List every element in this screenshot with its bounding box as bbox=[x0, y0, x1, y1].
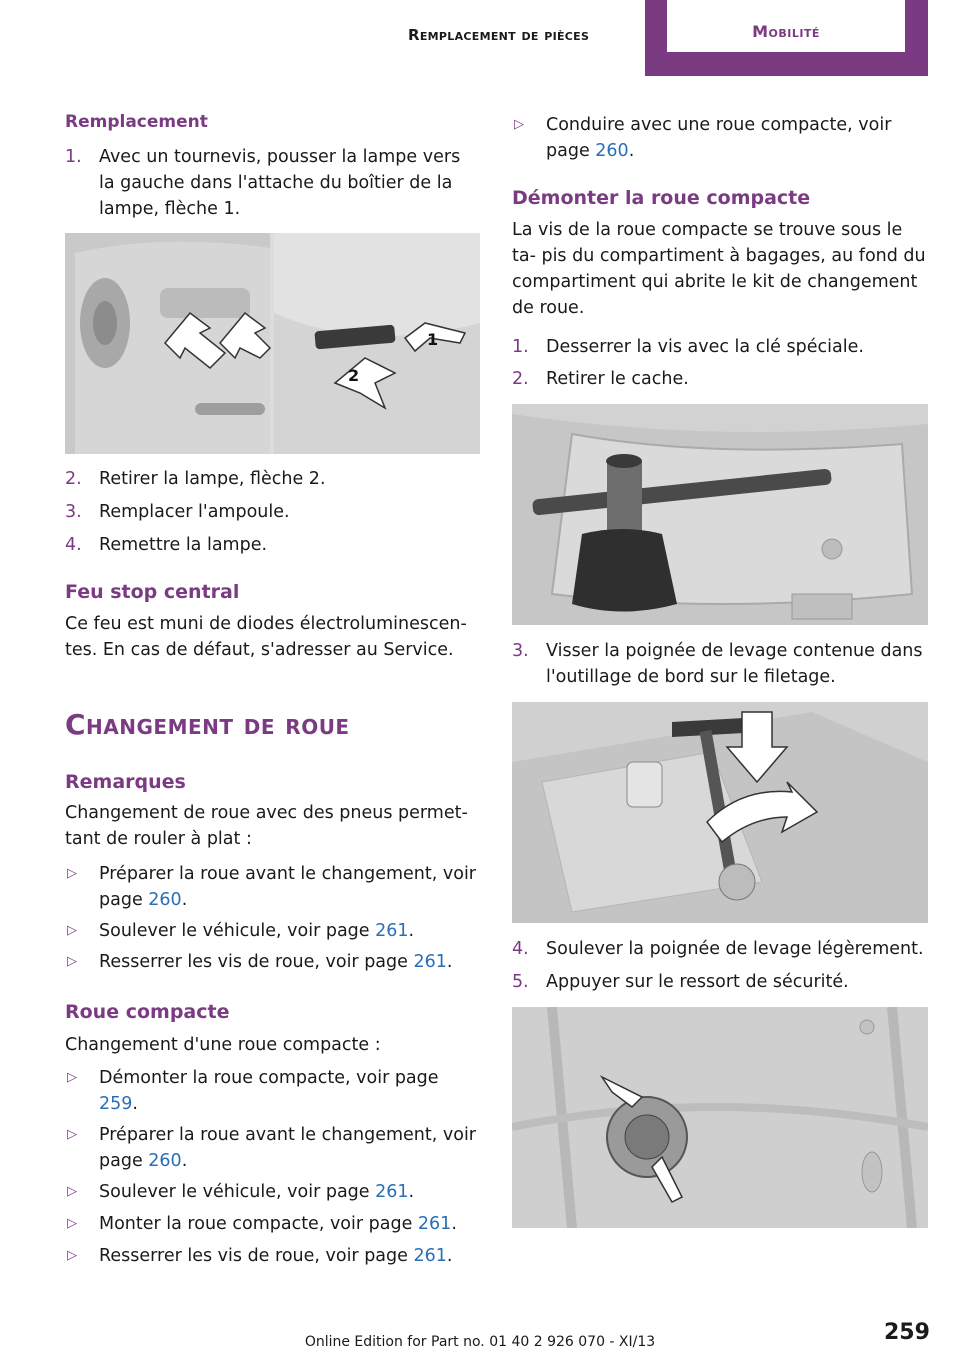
item-end: . bbox=[446, 952, 453, 972]
right-step-2 bbox=[512, 366, 928, 392]
step-text: Soulever la poignée de levage légèrement. bbox=[546, 939, 924, 959]
remarques-item bbox=[65, 861, 480, 913]
arrow-label-2: 2 bbox=[348, 366, 360, 385]
special-wrench-illustration bbox=[512, 404, 928, 625]
item-text: Resserrer les vis de roue, voir page bbox=[99, 952, 414, 972]
step-number: 4. bbox=[512, 939, 529, 959]
bullet-icon: ▷ bbox=[67, 1216, 77, 1231]
bullet-icon: ▷ bbox=[67, 954, 77, 969]
bullet-icon: ▷ bbox=[67, 1184, 77, 1199]
step-text: Desserrer la vis avec la clé spéciale. bbox=[546, 337, 864, 357]
page-link[interactable]: 261 bbox=[413, 1246, 447, 1266]
step-text: Appuyer sur le ressort de sécurité. bbox=[546, 972, 849, 992]
remarques-item bbox=[65, 918, 480, 944]
changement-de-roue-title: Changement de roue bbox=[65, 708, 350, 741]
item-text: Démonter la roue compacte, voir page bbox=[99, 1068, 439, 1088]
right-step-1 bbox=[512, 334, 928, 360]
roue-compacte-text: Changement d'une roue compacte : bbox=[65, 1035, 381, 1055]
chapter-tab-inner bbox=[667, 0, 905, 52]
footer-edition-text: Online Edition for Part no. 01 40 2 926 070 - XI/13 bbox=[304, 1334, 656, 1350]
item-end: . bbox=[181, 890, 188, 910]
item-text: Préparer la roue avant le changement, voir page bbox=[99, 1125, 477, 1171]
step-number: 2. bbox=[512, 369, 529, 389]
item-end: . bbox=[408, 1182, 415, 1202]
item-text: Resserrer les vis de roue, voir page bbox=[99, 1246, 414, 1266]
item-end: . bbox=[408, 921, 415, 941]
figure-special-wrench bbox=[512, 404, 928, 625]
page-link[interactable]: 259 bbox=[99, 1094, 133, 1114]
step-number: 3. bbox=[65, 502, 82, 522]
step-number: 1. bbox=[65, 147, 82, 167]
roue-item bbox=[65, 1065, 480, 1117]
safety-spring-illustration bbox=[512, 1007, 928, 1228]
feu-stop-title: Feu stop central bbox=[65, 581, 240, 603]
page-link[interactable]: 260 bbox=[595, 141, 629, 161]
page-link[interactable]: 260 bbox=[148, 1151, 182, 1171]
roue-item bbox=[65, 1179, 480, 1205]
roue-compacte-title: Roue compacte bbox=[65, 1001, 230, 1023]
step-number: 1. bbox=[512, 337, 529, 357]
right-item-0 bbox=[512, 112, 928, 164]
step-2 bbox=[65, 466, 480, 492]
demonter-text: La vis de la roue compacte se trouve sous le ta‐ pis du compartiment à bagages, au fond du compartiment qui abrite le kit de changement de roue. bbox=[512, 220, 926, 318]
step-3 bbox=[65, 499, 480, 525]
chapter-tab bbox=[645, 0, 928, 76]
chapter-tab-label: Mobilité bbox=[752, 22, 820, 41]
remarques-item bbox=[65, 949, 480, 975]
bullet-icon: ▷ bbox=[514, 117, 524, 132]
item-end: . bbox=[628, 141, 635, 161]
item-text: Préparer la roue avant le changement, voir page bbox=[99, 864, 477, 910]
page-number: 259 bbox=[884, 1320, 930, 1345]
remarques-text: Changement de roue avec des pneus permet‐ tant de rouler à plat : bbox=[65, 803, 468, 849]
item-end: . bbox=[181, 1151, 188, 1171]
item-text: Conduire avec une roue compacte, voir page bbox=[546, 115, 892, 161]
item-text: Soulever le véhicule, voir page bbox=[99, 921, 376, 941]
bullet-icon: ▷ bbox=[67, 1070, 77, 1085]
step-text: Remplacer l'ampoule. bbox=[99, 502, 290, 522]
step-text: Retirer la lampe, flèche 2. bbox=[99, 469, 326, 489]
step-number: 4. bbox=[65, 535, 82, 555]
remarques-title: Remarques bbox=[65, 771, 186, 793]
page-link[interactable]: 260 bbox=[148, 890, 182, 910]
bullet-icon: ▷ bbox=[67, 923, 77, 938]
rear-lamp-illustration bbox=[65, 233, 480, 454]
demonter-title: Démonter la roue compacte bbox=[512, 187, 811, 209]
figure-safety-spring bbox=[512, 1007, 928, 1228]
item-text: Monter la roue compacte, voir page bbox=[99, 1214, 418, 1234]
step-number: 3. bbox=[512, 641, 529, 661]
bullet-icon: ▷ bbox=[67, 1248, 77, 1263]
remplacement-title: Remplacement bbox=[65, 112, 208, 132]
roue-item bbox=[65, 1243, 480, 1269]
item-end: . bbox=[446, 1246, 453, 1266]
arrow-label-1: 1 bbox=[427, 330, 439, 349]
page-link[interactable]: 261 bbox=[417, 1214, 452, 1234]
figure-lift-handle bbox=[512, 702, 928, 923]
roue-item bbox=[65, 1122, 480, 1174]
page-link[interactable]: 261 bbox=[375, 1182, 409, 1202]
right-step-3 bbox=[512, 638, 928, 690]
figure-rear-lamp bbox=[65, 233, 480, 454]
step-1 bbox=[65, 144, 480, 222]
item-end: . bbox=[132, 1094, 138, 1114]
step-number: 2. bbox=[65, 469, 82, 489]
right-step-4 bbox=[512, 936, 928, 962]
step-text: Retirer le cache. bbox=[546, 369, 689, 389]
page-link[interactable]: 261 bbox=[413, 952, 447, 972]
bullet-icon: ▷ bbox=[67, 1127, 77, 1142]
feu-stop-text: Ce feu est muni de diodes électroluminescen‐ tes. En cas de défaut, s'adresser au Service. bbox=[65, 614, 467, 660]
lift-handle-illustration bbox=[512, 702, 928, 923]
bullet-icon: ▷ bbox=[67, 866, 77, 881]
item-text: Soulever le véhicule, voir page bbox=[99, 1182, 376, 1202]
right-step-5 bbox=[512, 969, 928, 995]
step-text: Avec un tournevis, pousser la lampe vers la gauche dans l'attache du boîtier de la lampe, flèche 1. bbox=[99, 147, 461, 219]
roue-item bbox=[65, 1211, 480, 1237]
item-end: . bbox=[451, 1214, 457, 1234]
step-text: Visser la poignée de levage contenue dans l'outillage de bord sur le filetage. bbox=[546, 641, 923, 687]
page-link[interactable]: 261 bbox=[375, 921, 409, 941]
step-text: Remettre la lampe. bbox=[99, 535, 268, 555]
running-header-section: Remplacement de pièces bbox=[408, 26, 590, 44]
step-4 bbox=[65, 532, 480, 558]
step-number: 5. bbox=[512, 972, 529, 992]
